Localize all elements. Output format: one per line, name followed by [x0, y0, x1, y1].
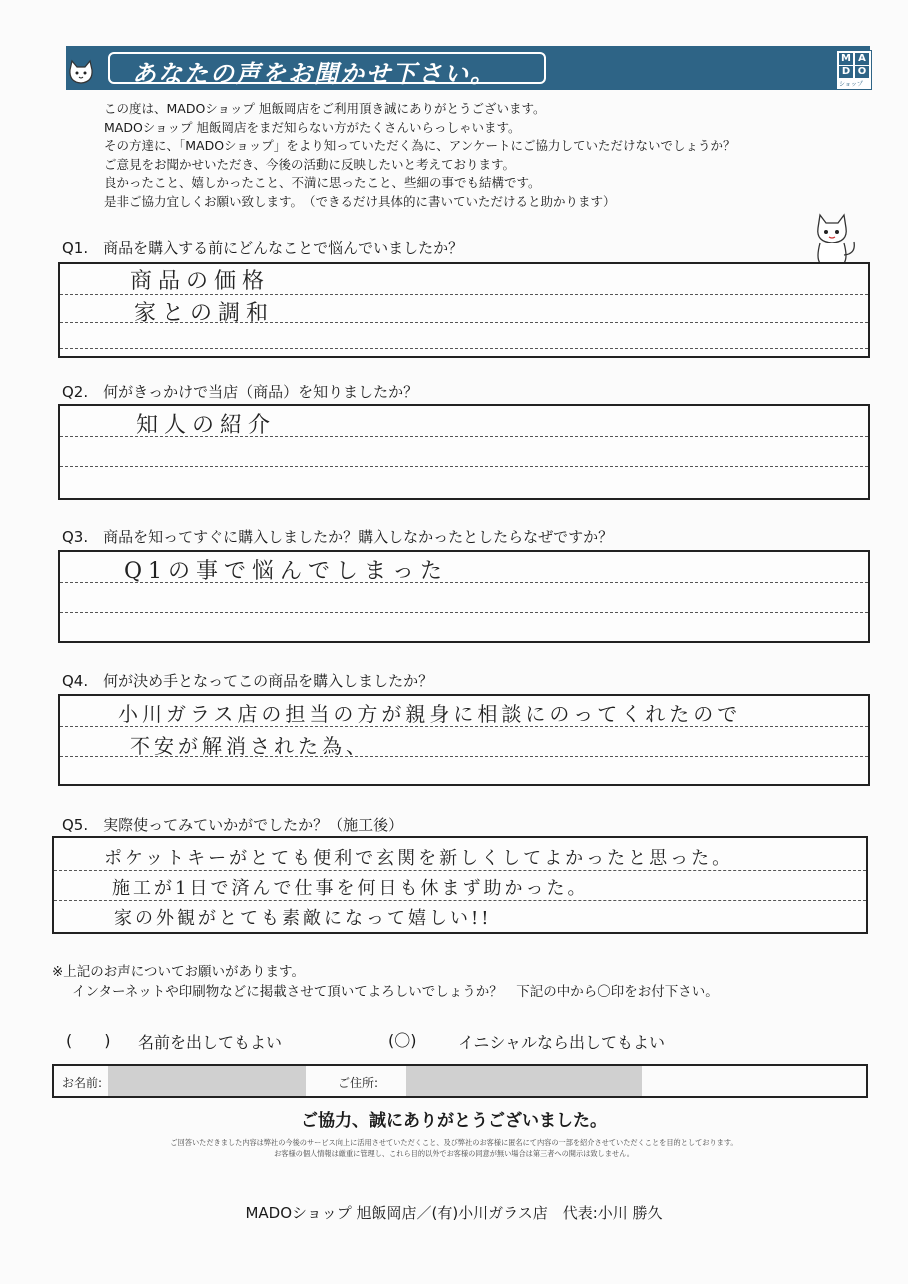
address-field-redacted[interactable] [406, 1066, 642, 1096]
answer-text: 小川ガラス店の担当の方が親身に相談にのってくれたので [118, 702, 742, 726]
intro-line: この度は、MADOショップ 旭飯岡店をご利用頂き誠にありがとうございます。 [104, 101, 546, 116]
request-line-1: ※上記のお声についてお願いがあります。 [52, 964, 305, 980]
cat-mascot-icon [66, 58, 96, 86]
answer-text: 家の外観がとても素敵になって嬉しい!! [114, 908, 492, 929]
name-field-redacted[interactable] [108, 1066, 306, 1096]
answer-text: 施工が1日で済んで仕事を何日も休まず助かった。 [112, 878, 589, 899]
footer-company: MADOショップ 旭飯岡店／(有)小川ガラス店 代表:小川 勝久 [245, 1204, 663, 1222]
cat-illustration-icon [806, 210, 862, 266]
intro-line: MADOショップ 旭飯岡店をまだ知らない方がたくさんいらっしゃいます。 [104, 119, 521, 135]
name-label: お名前: [62, 1076, 103, 1090]
answer-text: 商品の価格 [130, 269, 271, 294]
question-4-label: Q4. 何が決め手となってこの商品を購入しましたか？ [62, 672, 434, 690]
page-title: あなたの声をお聞かせ下さい。 [132, 60, 496, 88]
question-3-label: Q3. 商品を知ってすぐに購入しましたか？購入しなかったとしたらなぜですか？ [62, 528, 614, 546]
answer-box-2[interactable] [58, 404, 870, 500]
request-line-2: インターネットや印刷物などに掲載させて頂いてよろしいでしょうか？ 下記の中から〇印をお付下さい。 [72, 984, 719, 1000]
choice-initial-label: イニシャルなら出してもよい [458, 1033, 666, 1052]
fine-print-2: お客様の個人情報は厳重に管理し、これら目的以外でお客様の同意が無い場合は第三者への開示は致しません。 [274, 1149, 634, 1158]
answer-text: 家との調和 [134, 301, 275, 326]
intro-line: その方達に、「MADOショップ」をより知っていただく為に、アンケートにご協力していただけないでしょうか？ [104, 138, 736, 154]
fine-print-1: ご回答いただきました内容は弊社の今後のサービス向上に活用させていただくこと、及び弊社のお客様に匿名にて内容の一部を紹介させていただくことを目的としております。 [170, 1138, 738, 1147]
answer-box-3[interactable] [58, 550, 870, 643]
intro-line: ご意見をお聞かせいただき、今後の活動に反映したいと考えております。 [104, 156, 516, 172]
choice-name-label: 名前を出してもよい [138, 1033, 283, 1052]
answer-text: ポケットキーがとても便利で玄関を新しくしてよかったと思った。 [104, 848, 734, 869]
answer-box-1[interactable] [58, 262, 870, 358]
intro-line: 良かったこと、嬉しかったこと、不満に思ったこと、些細の事でも結構です。 [104, 175, 541, 191]
answer-box-4[interactable] [58, 694, 870, 786]
answer-text: 不安が解消された為、 [130, 734, 370, 758]
thanks-message: ご協力、誠にありがとうございました。 [301, 1111, 607, 1131]
choice-initial-checkbox[interactable]: (〇) [388, 1031, 417, 1050]
answer-text: Q1の事で悩んでしまった [124, 559, 449, 584]
question-2-label: Q2. 何がきっかけで当店（商品）を知りましたか？ [62, 383, 419, 401]
answer-box-5[interactable] [52, 836, 868, 934]
choice-name-checkbox[interactable]: ( ) [66, 1031, 111, 1050]
question-5-label: Q5. 実際使ってみていかがでしたか？（施工後） [62, 816, 404, 834]
intro-text [104, 100, 844, 212]
intro-line: 是非ご協力宜しくお願い致します。 （できるだけ具体的に書いていただけると助かります） [104, 193, 616, 209]
question-1-label: Q1. 商品を購入する前にどんなことで悩んでいましたか？ [62, 239, 464, 257]
mado-logo: M A D O ショップ [836, 50, 872, 90]
answer-text: 知人の紹介 [136, 413, 277, 438]
address-label: ご住所: [338, 1076, 379, 1090]
